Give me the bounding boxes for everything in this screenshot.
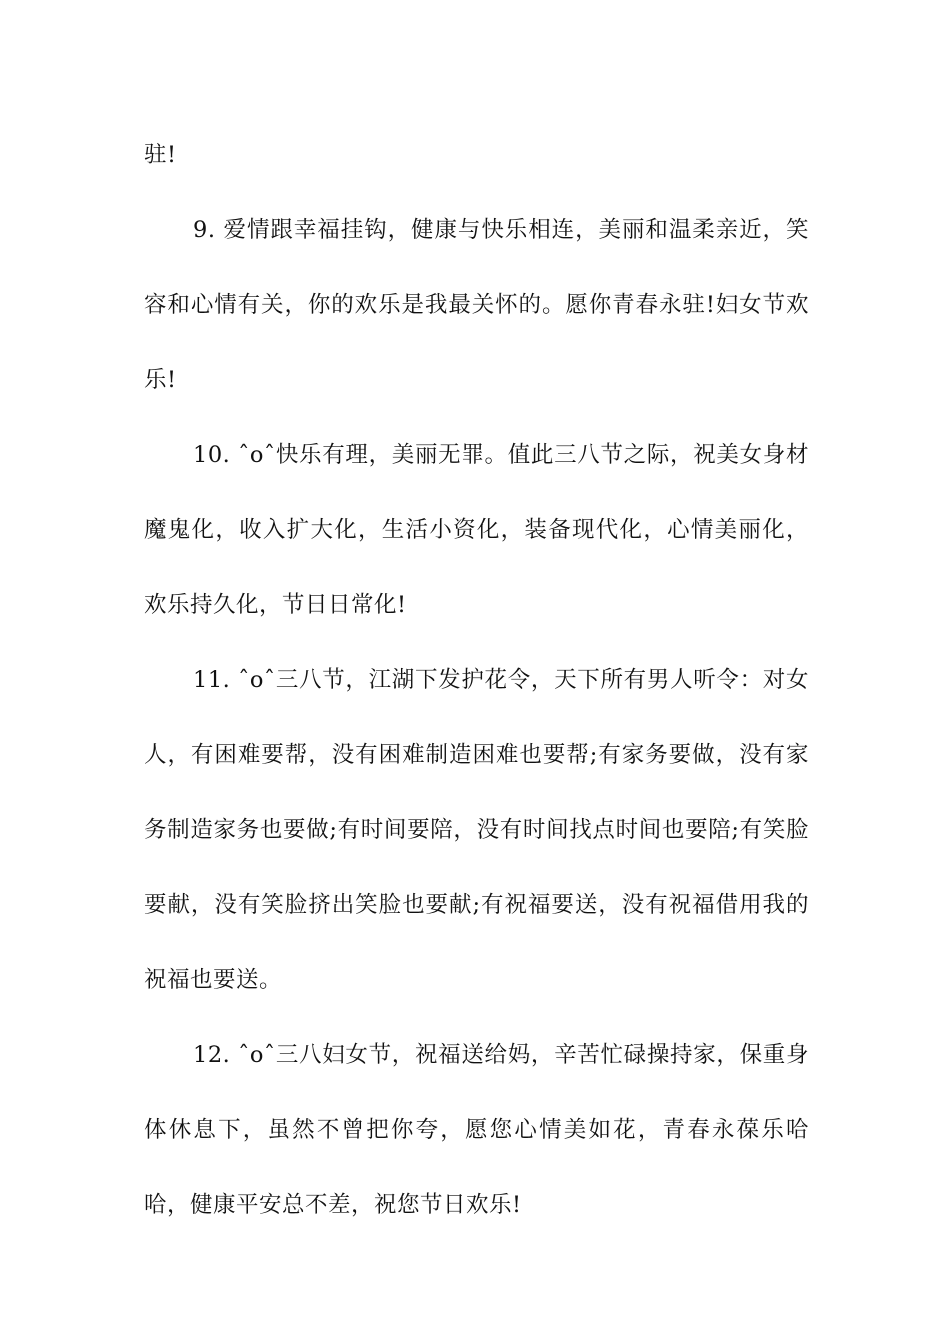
paragraph-item-11: 11. ˆoˆ三八节，江湖下发护花令，天下所有男人听令：对女人，有困难要帮，没有困难制造困难也要帮;有家务要做，没有家务制造家务也要做;有时间要陪，没有时间找点时间也要陪;有笑脸要献，没有笑脸挤出笑脸也要献;有祝福要送，没有祝福借用我的祝福也要送。 [144,667,809,993]
paragraph-item-12: 12. ˆoˆ三八妇女节，祝福送给妈，辛苦忙碌操持家，保重身体休息下，虽然不曾把你夸，愿您心情美如花，青春永葆乐哈哈，健康平安总不差，祝您节日欢乐! [144,1042,809,1218]
document-body [144,118,809,1243]
paragraph-item-10: 10. ˆoˆ快乐有理，美丽无罪。值此三八节之际，祝美女身材魔鬼化，收入扩大化，生活小资化，装备现代化，心情美丽化，欢乐持久化，节日日常化! [144,442,809,618]
paragraph-item-9: 9. 爱情跟幸福挂钩，健康与快乐相连，美丽和温柔亲近，笑容和心情有关，你的欢乐是我最关怀的。愿你青春永驻!妇女节欢乐! [144,217,809,393]
paragraph-continuation: 驻! [144,142,177,168]
